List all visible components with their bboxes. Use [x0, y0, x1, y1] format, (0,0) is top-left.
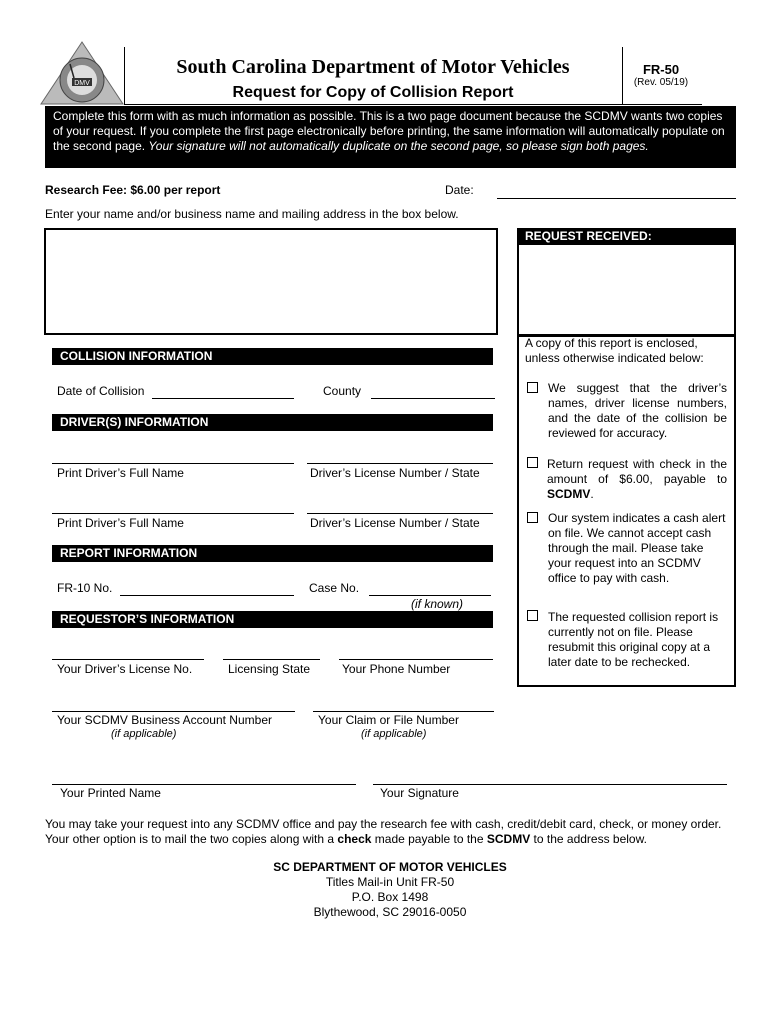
- fr10-label: FR-10 No.: [57, 581, 113, 595]
- driver-license-1-label: Driver’s License Number / State: [310, 466, 480, 480]
- printed-name-input[interactable]: [52, 784, 356, 785]
- intro-box: [45, 106, 736, 168]
- option-2-text-a: Return request with check in the amount of $6.00, payable to: [547, 457, 727, 486]
- case-no-label: Case No.: [309, 581, 360, 595]
- driver-name-2-label: Print Driver’s Full Name: [57, 516, 184, 530]
- date-of-collision-label: Date of Collision: [57, 384, 145, 398]
- seal-text: DMV: [74, 80, 90, 87]
- phone-input[interactable]: [339, 659, 493, 660]
- business-account-input[interactable]: [52, 711, 295, 712]
- claim-file-label: Your Claim or File Number: [318, 713, 459, 727]
- address-line-2: Titles Mail-in Unit FR-50: [325, 875, 455, 889]
- signature-input[interactable]: [373, 784, 727, 785]
- signature-label: Your Signature: [380, 786, 459, 800]
- date-label: Date:: [445, 183, 474, 197]
- driver-license-2-input[interactable]: [307, 513, 493, 514]
- closing-text-a: You may take your request into any SCDMV office and pay the research fee with cash, credit/debit card, check, or money order. Your other option is to mail the two copies along with a: [45, 817, 722, 846]
- driver-name-1-label: Print Driver’s Full Name: [57, 466, 184, 480]
- claim-file-hint: (if applicable): [361, 728, 427, 740]
- option-text-1: We suggest that the driver’s names, driver license numbers, and the date of the collision be reviewed for accuracy.: [548, 381, 727, 440]
- agency-name: South Carolina Department of Motor Vehicles: [176, 56, 570, 78]
- enclosed-text: A copy of this report is enclosed, unless otherwise indicated below:: [525, 336, 704, 365]
- fr10-input[interactable]: [120, 595, 294, 596]
- printed-name-label: Your Printed Name: [60, 786, 161, 800]
- driver-license-2-label: Driver’s License Number / State: [310, 516, 480, 530]
- date-of-collision-input[interactable]: [152, 398, 294, 399]
- driver-license-1-input[interactable]: [307, 463, 493, 464]
- county-input[interactable]: [371, 398, 495, 399]
- option-2-scdmv: SCDMV: [547, 487, 591, 501]
- licensing-state-input[interactable]: [223, 659, 320, 660]
- closing-scdmv: SCDMV: [486, 832, 531, 846]
- phone-label: Your Phone Number: [342, 662, 451, 676]
- requestor-section-header: REQUESTOR’S INFORMATION: [52, 611, 493, 628]
- case-no-input[interactable]: [369, 595, 491, 596]
- option-checkbox-4[interactable]: [527, 610, 538, 621]
- closing-text-c: made payable to the: [371, 832, 487, 846]
- address-line-3: P.O. Box 1498: [351, 890, 429, 904]
- report-section-header: REPORT INFORMATION: [52, 545, 493, 562]
- mailing-address: [45, 860, 735, 920]
- dmv-seal-logo: [40, 40, 125, 106]
- your-dl-input[interactable]: [52, 659, 204, 660]
- business-account-hint: (if applicable): [111, 728, 177, 740]
- option-text-4: The requested collision report is currently not on file. Please resubmit this original copy at a later date to be rechecked.: [548, 610, 719, 669]
- address-line-4: Blythewood, SC 29016-0050: [313, 905, 467, 919]
- date-input-line[interactable]: [497, 198, 736, 199]
- drivers-section-header: DRIVER(S) INFORMATION: [52, 414, 493, 431]
- address-box[interactable]: [44, 228, 498, 335]
- request-received-stamp-box: [517, 245, 736, 336]
- claim-file-input[interactable]: [313, 711, 494, 712]
- your-dl-label: Your Driver’s License No.: [57, 662, 193, 676]
- address-line-1: SC DEPARTMENT OF MOTOR VEHICLES: [273, 860, 507, 874]
- option-checkbox-2[interactable]: [527, 457, 538, 468]
- licensing-state-label: Licensing State: [228, 662, 311, 676]
- closing-text-e: to the address below.: [530, 832, 647, 846]
- research-fee: Research Fee: $6.00 per report: [45, 183, 221, 197]
- option-2-text-c: .: [590, 487, 594, 501]
- case-no-hint: (if known): [411, 597, 464, 611]
- business-account-label: Your SCDMV Business Account Number: [57, 713, 272, 727]
- option-checkbox-3[interactable]: [527, 512, 538, 523]
- driver-name-2-input[interactable]: [52, 513, 294, 514]
- intro-italic-text: Your signature will not automatically duplicate on the second page, so please sign both pages.: [148, 139, 649, 153]
- county-label: County: [323, 384, 362, 398]
- form-number: FR-50: [642, 62, 680, 77]
- request-received-header: REQUEST RECEIVED:: [517, 228, 736, 245]
- closing-check: check: [337, 832, 372, 846]
- closing-paragraph: [45, 817, 730, 847]
- form-title: Request for Copy of Collision Report: [232, 84, 514, 101]
- collision-section-header: COLLISION INFORMATION: [52, 348, 493, 365]
- driver-name-1-input[interactable]: [52, 463, 294, 464]
- option-checkbox-1[interactable]: [527, 382, 538, 393]
- form-revision: (Rev. 05/19): [633, 77, 689, 88]
- address-instruction: Enter your name and/or business name and mailing address in the box below.: [45, 207, 459, 221]
- header-rule: [124, 104, 702, 105]
- option-text-2: [547, 457, 727, 502]
- option-text-3: Our system indicates a cash alert on file. We cannot accept cash through the mail. Please take your request into an SCDMV office to pay with cash.: [548, 511, 726, 585]
- intro-text: Complete this form with as much information as possible. This is a two page document because the SCDMV wants two copies of your request. If you complete the first page electronically before printing, the same information will automatically populate on the second page.: [53, 109, 725, 153]
